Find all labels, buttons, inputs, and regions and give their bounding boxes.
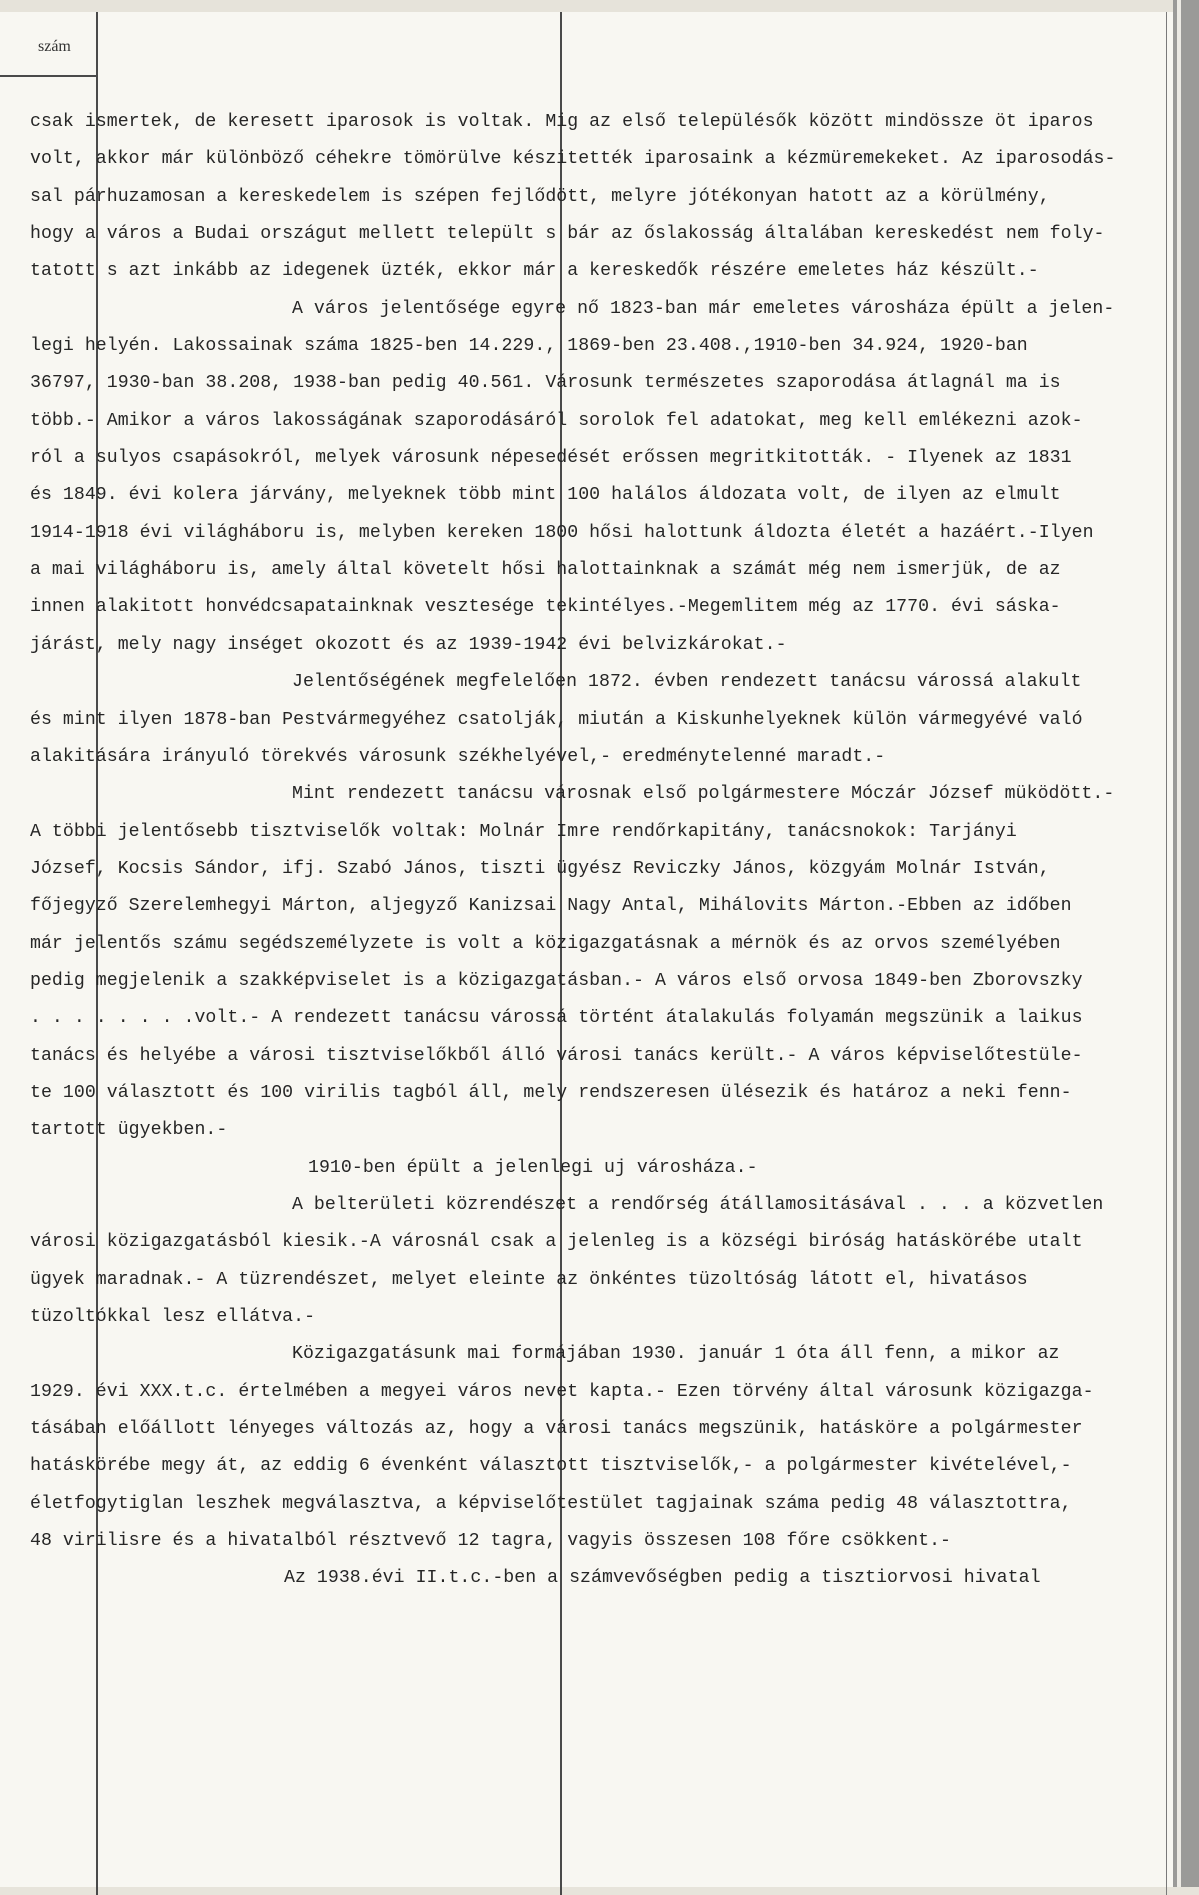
text-line: sal párhuzamosan a kereskedelem is szépen fejlődött, melyre jótékonyan hatott az a körülmény, [30, 186, 1050, 207]
text-line: innen alakitott honvédcsapatainknak vesztesége tekintélyes.-Megemlitem még az 1770. évi sáska- [30, 597, 1061, 618]
text-line: Jelentőségének megfelelően 1872. évben rendezett tanácsu várossá alakult [292, 672, 1082, 693]
text-line: életfogytiglan leszhek megválasztva, a képviselőtestület tagjainak száma pedig 48 választottra, [30, 1493, 1072, 1514]
bottom-edge [0, 1887, 1199, 1895]
text-line: te 100 választott és 100 virilis tagból áll, mely rendszeresen ülésezik és határoz a neki fenn- [30, 1082, 1072, 1103]
text-line: csak ismertek, de keresett iparosok is voltak. Mig az első településők között mindössze öt iparos [30, 112, 1094, 132]
text-line: . . . . . . . .volt.- A rendezett tanácsu várossá történt átalakulás folyamán megszünik a laikus [30, 1008, 1083, 1029]
text-line: ügyek maradnak.- A tüzrendészet, melyet eleinte az önkéntes tüzoltóság látott el, hivatásos [30, 1269, 1028, 1290]
text-line: városi közigazgatásból kiesik.-A városnál csak a jelenleg is a községi biróság hatáskörébe utalt [30, 1232, 1083, 1253]
text-line: József, Kocsis Sándor, ifj. Szabó János, tiszti ügyész Reviczky János, közgyám Molnár István, [30, 858, 1050, 879]
text-line: Mint rendezett tanácsu városnak első polgármestere Móczár József müködött.- [292, 784, 1115, 805]
text-line: ról a sulyos csapásokról, melyek városunk népesedését erőssen megritkitották. - Ilyenek az 1831 [30, 448, 1072, 469]
text-line: több.- Amikor a város lakosságának szaporodásáról sorolok fel adatokat, meg kell emlékezni azok- [30, 410, 1083, 431]
text-line: már jelentős számu segédszemélyzete is volt a közigazgatásnak a mérnök és az orvos személyében [30, 933, 1061, 954]
text-line: pedig megjelenik a szakképviselet is a közigazgatásban.- A város első orvosa 1849-ben Zborovszky [30, 970, 1083, 991]
text-line: hogy a város a Budai országut mellett települt s bár az őslakosság általában kereskedést nem foly- [30, 224, 1105, 245]
text-line: tatott s azt inkább az idegenek üzték, ekkor már a kereskedők részére emeletes ház készült.- [30, 261, 1039, 282]
text-line: és 1849. évi kolera járvány, melyeknek több mint 100 halálos áldozata volt, de ilyen az elmult [30, 485, 1061, 506]
column-label: szám [38, 38, 71, 55]
text-line: 1914-1918 évi világháboru is, melyben kereken 1800 hősi halottunk áldozta életét a hazáért.-Ilyen [30, 522, 1094, 543]
text-line: Az 1938.évi II.t.c.-ben a számvevőségben pedig a tisztiorvosi hivatal [284, 1568, 1041, 1589]
text-line: A belterületi közrendészet a rendőrség átállamositásával . . . a közvetlen [292, 1194, 1104, 1215]
text-line: a mai világháboru is, amely által követelt hősi halottainknak a számát még nem ismerjük, de az [30, 560, 1061, 581]
text-line: 1929. évi XXX.t.c. értelmében a megyei város nevet kapta.- Ezen törvény által városunk közigazga- [30, 1381, 1094, 1402]
text-line: főjegyző Szerelemhegyi Márton, aljegyző Kanizsai Nagy Antal, Mihálovits Márton.-Ebben az időben [30, 896, 1072, 917]
text-line: 36797, 1930-ban 38.208, 1938-ban pedig 40.561. Városunk természetes szaporodása átlagnál ma is [30, 373, 1061, 394]
top-edge [0, 0, 1199, 12]
text-line: tanács és helyébe a városi tisztviselőkből álló városi tanács került.- A város képviselőtestüle- [30, 1045, 1083, 1066]
header-rule [0, 75, 98, 77]
text-line: Közigazgatásunk mai formájában 1930. január 1 óta áll fenn, a mikor az [292, 1344, 1060, 1365]
text-line: legi helyén. Lakossainak száma 1825-ben 14.229., 1869-ben 23.408.,1910-ben 34.924, 1920-ban [30, 336, 1028, 357]
text-line: A többi jelentősebb tisztviselők voltak: Molnár Imre rendőrkapitány, tanácsnokok: Tarjányi [30, 821, 1017, 842]
text-line: tartott ügyekben.- [30, 1120, 228, 1141]
text-line: alakitására irányuló törekvés városunk székhelyével,- eredménytelenné maradt.- [30, 746, 886, 767]
text-line: és mint ilyen 1878-ban Pestvármegyéhez csatolják, miután a Kiskunhelyeknek külön vármegyévé való [30, 709, 1083, 730]
text-line: hatáskörébe megy át, az eddig 6 évenként választott tisztviselők,- a polgármester kivételével,- [30, 1456, 1072, 1477]
text-line: A város jelentősége egyre nő 1823-ban már emeletes városháza épült a jelen- [292, 298, 1115, 319]
text-line: 1910-ben épült a jelenlegi uj városháza.- [308, 1157, 758, 1178]
text-line: 48 virilisre és a hivatalból résztvevő 12 tagra, vagyis összesen 108 főre csökkent.- [30, 1531, 951, 1552]
text-line: tüzoltókkal lesz ellátva.- [30, 1307, 316, 1327]
text-line: volt, akkor már különböző céhekre tömörülve készitették iparosaink a kézmüremekeket. Az iparosodás- [30, 149, 1116, 170]
typed-text-body [30, 104, 1170, 1598]
binding-edge [1173, 0, 1199, 1895]
text-line: tásában előállott lényeges változás az, hogy a városi tanács megszünik, hatásköre a polgármester [30, 1419, 1083, 1440]
text-line: járást, mely nagy inséget okozott és az 1939-1942 évi belvizkárokat.- [30, 634, 787, 655]
